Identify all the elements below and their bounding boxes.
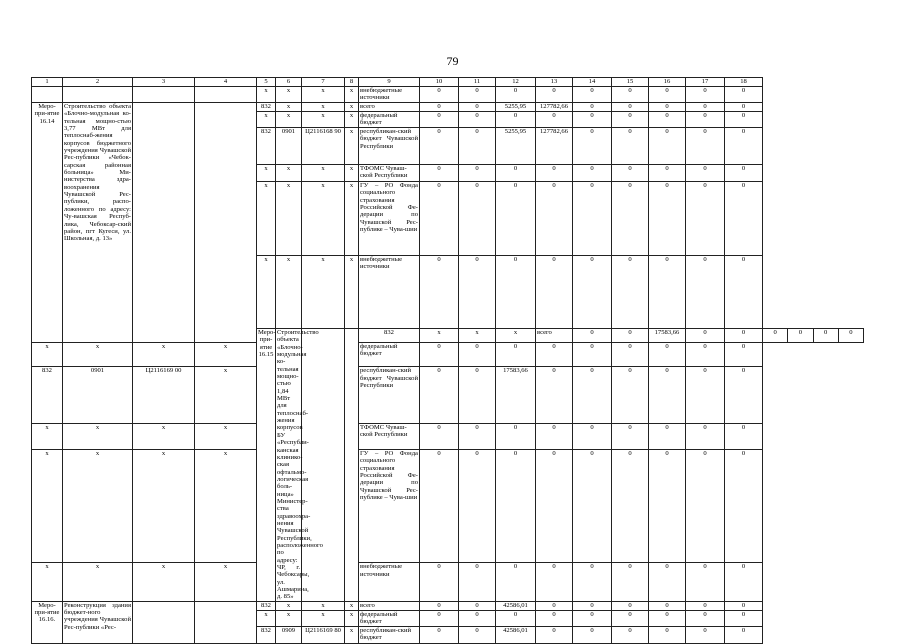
value-cell: 0 (420, 450, 459, 563)
value-cell: 0 (573, 626, 612, 643)
value-cell: 0 (536, 342, 573, 367)
blank-cell (133, 87, 195, 103)
csr-cell: Ц2116169 80 (302, 626, 345, 643)
csr-cell: x (133, 342, 195, 367)
value-cell: 0 (420, 128, 459, 165)
rzpr-cell: x (63, 563, 133, 601)
table-row (32, 367, 864, 424)
rzpr-cell: x (276, 112, 302, 128)
col-header: 9 (359, 78, 420, 87)
value-cell: 0 (725, 112, 763, 128)
source-cell: ТФОМС Чуваш-ской Республики (359, 165, 420, 182)
value-cell: 0 (686, 112, 725, 128)
value-cell: 0 (459, 128, 496, 165)
source-cell: ГУ – РО Фонда социального страхования Российской Фе-дерации по Чувашской Рес-публике – Чува-шии (359, 450, 420, 563)
value-cell: 0 (612, 450, 649, 563)
value-cell: 0 (725, 601, 763, 610)
value-cell: 0 (612, 87, 649, 103)
value-cell: 0 (573, 103, 612, 112)
grbs-cell: x (32, 450, 63, 563)
value-cell: 0 (459, 601, 496, 610)
rzpr-cell: 0901 (276, 128, 302, 165)
csr-cell: x (302, 610, 345, 626)
value-cell: 0 (649, 367, 686, 424)
value-cell: 0 (612, 367, 649, 424)
rzpr-cell: x (276, 182, 302, 256)
rzpr-cell: 0909 (276, 626, 302, 643)
value-cell: 0 (725, 423, 763, 449)
value-cell: 0 (725, 610, 763, 626)
value-cell: 0 (612, 112, 649, 128)
vr-cell: x (195, 563, 257, 601)
col-header: 13 (536, 78, 573, 87)
rzpr-cell: x (276, 601, 302, 610)
value-cell: 42586,01 (496, 626, 536, 643)
value-cell: 0 (649, 165, 686, 182)
col-header: 7 (302, 78, 345, 87)
source-cell: ТФОМС Чуваш-ской Республики (359, 423, 420, 449)
value-cell: 0 (420, 423, 459, 449)
grbs-cell: 832 (257, 103, 276, 112)
value-cell: 0 (459, 256, 496, 329)
col-header: 2 (63, 78, 133, 87)
rzpr-cell: x (63, 342, 133, 367)
grbs-cell: x (257, 610, 276, 626)
value-cell: 0 (573, 610, 612, 626)
value-cell: 0 (573, 342, 612, 367)
vr-cell: x (195, 342, 257, 367)
value-cell: 0 (686, 450, 725, 563)
event-label: Меро-при-ятие 16.14 (32, 103, 63, 343)
value-cell: 0 (686, 342, 725, 367)
value-cell: 0 (686, 563, 725, 601)
value-cell: 0 (612, 342, 649, 367)
blank-cell (63, 87, 133, 103)
source-cell: внебюджетные источники (359, 87, 420, 103)
value-cell: 0 (420, 342, 459, 367)
value-cell: 0 (420, 601, 459, 610)
value-cell: 0 (612, 329, 649, 343)
value-cell: 0 (496, 342, 536, 367)
value-cell: 0 (612, 165, 649, 182)
value-cell: 0 (420, 87, 459, 103)
grbs-cell: x (257, 112, 276, 128)
rzpr-cell: x (276, 103, 302, 112)
value-cell: 0 (649, 256, 686, 329)
value-cell: 127782,66 (536, 103, 573, 112)
value-cell: 0 (459, 450, 496, 563)
vr-cell: x (345, 610, 359, 626)
event-name: Строительство объекта «Блочно-модульная ко-тельная мощно-стью 3,77 МВт для теплоснаб-жения корпусов бюджетного учреждения Чувашской Рес-публики «Чебок-сарская районная больница» Ми-нистерства здра-воохранения Чувашской Рес-публики, распо-ложенного по адресу: Чу-вашская Респуб-лика, Чебоксар-ский район, пгт Кугеси, ул. Школьная, д. 13» (63, 103, 133, 343)
col-header: 14 (573, 78, 612, 87)
value-cell: 0 (686, 256, 725, 329)
value-cell: 0 (649, 112, 686, 128)
value-cell: 0 (649, 563, 686, 601)
vr-cell: x (195, 423, 257, 449)
value-cell: 0 (725, 128, 763, 165)
page-number: 79 (446, 54, 459, 68)
csr-cell: x (302, 601, 345, 610)
value-cell: 0 (725, 87, 763, 103)
blank-cell (345, 329, 359, 602)
grbs-cell: 832 (257, 626, 276, 643)
col-header: 18 (725, 78, 763, 87)
vr-cell: x (345, 112, 359, 128)
value-cell: 0 (612, 423, 649, 449)
value-cell: 0 (686, 329, 725, 343)
source-cell: республикан-ский бюджет Чувашской Республики (359, 367, 420, 424)
grbs-cell: 832 (257, 601, 276, 610)
value-cell: 0 (725, 165, 763, 182)
grbs-cell: x (257, 256, 276, 329)
grbs-cell: x (32, 342, 63, 367)
vr-cell: x (195, 367, 257, 424)
value-cell: 0 (536, 87, 573, 103)
value-cell: 0 (496, 563, 536, 601)
blank-cell (32, 87, 63, 103)
value-cell: 0 (725, 342, 763, 367)
value-cell: 0 (573, 128, 612, 165)
grbs-cell: 832 (359, 329, 420, 343)
value-cell: 0 (573, 112, 612, 128)
table-row (32, 103, 864, 112)
value-cell: 0 (649, 87, 686, 103)
value-cell: 0 (420, 367, 459, 424)
col-header: 8 (345, 78, 359, 87)
vr-cell: x (345, 626, 359, 643)
table-row (32, 87, 864, 103)
value-cell: 0 (459, 423, 496, 449)
budget-table (31, 77, 864, 644)
col-header: 11 (459, 78, 496, 87)
value-cell: 0 (536, 182, 573, 256)
csr-cell: x (459, 329, 496, 343)
grbs-cell: x (32, 423, 63, 449)
value-cell: 0 (788, 329, 813, 343)
col-header: 12 (496, 78, 536, 87)
blank-cell (195, 103, 257, 343)
col-header: 1 (32, 78, 63, 87)
value-cell: 0 (459, 367, 496, 424)
value-cell: 0 (536, 423, 573, 449)
value-cell: 0 (649, 103, 686, 112)
rzpr-cell: 0901 (63, 367, 133, 424)
value-cell: 0 (459, 563, 496, 601)
value-cell: 0 (536, 563, 573, 601)
value-cell: 0 (686, 610, 725, 626)
grbs-cell: x (257, 87, 276, 103)
value-cell: 0 (612, 563, 649, 601)
value-cell: 0 (573, 329, 612, 343)
value-cell: 0 (649, 342, 686, 367)
csr-cell: Ц2116169 00 (133, 367, 195, 424)
value-cell: 0 (573, 87, 612, 103)
csr-cell: x (302, 182, 345, 256)
value-cell: 0 (536, 112, 573, 128)
value-cell: 0 (496, 112, 536, 128)
col-header: 3 (133, 78, 195, 87)
value-cell: 0 (686, 128, 725, 165)
vr-cell: x (496, 329, 536, 343)
vr-cell: x (345, 128, 359, 165)
grbs-cell: 832 (32, 367, 63, 424)
value-cell: 0 (536, 165, 573, 182)
value-cell: 0 (536, 450, 573, 563)
value-cell: 0 (536, 601, 573, 610)
value-cell: 0 (725, 103, 763, 112)
col-header: 6 (276, 78, 302, 87)
value-cell: 0 (573, 165, 612, 182)
blank-cell (133, 103, 195, 343)
value-cell: 0 (536, 626, 573, 643)
value-cell: 0 (612, 610, 649, 626)
value-cell: 0 (573, 450, 612, 563)
value-cell: 0 (649, 423, 686, 449)
value-cell: 0 (496, 610, 536, 626)
value-cell: 0 (573, 601, 612, 610)
col-header: 10 (420, 78, 459, 87)
value-cell: 0 (686, 601, 725, 610)
vr-cell: x (345, 256, 359, 329)
grbs-cell: 832 (257, 128, 276, 165)
value-cell: 0 (612, 626, 649, 643)
source-cell: ГУ – РО Фонда социального страхования Российской Фе-дерации по Чувашской Рес-публике – Чува-шии (359, 182, 420, 256)
vr-cell: x (345, 165, 359, 182)
grbs-cell: x (257, 182, 276, 256)
value-cell: 0 (420, 256, 459, 329)
csr-cell: x (302, 87, 345, 103)
source-cell: всего (536, 329, 573, 343)
value-cell: 0 (725, 256, 763, 329)
value-cell: 0 (459, 103, 496, 112)
value-cell: 42586,01 (496, 601, 536, 610)
value-cell: 0 (649, 601, 686, 610)
value-cell: 0 (763, 329, 788, 343)
col-header: 16 (649, 78, 686, 87)
value-cell: 0 (459, 165, 496, 182)
value-cell: 5255,95 (496, 103, 536, 112)
value-cell: 0 (536, 367, 573, 424)
source-cell: внебюджетные источники (359, 256, 420, 329)
grbs-cell: x (257, 165, 276, 182)
event-label: Меро-при-ятие 16.16. (32, 601, 63, 643)
blank-cell (195, 601, 257, 643)
value-cell: 0 (649, 450, 686, 563)
vr-cell: x (195, 450, 257, 563)
csr-cell: x (133, 563, 195, 601)
value-cell: 0 (536, 256, 573, 329)
value-cell: 0 (649, 128, 686, 165)
rzpr-cell: x (276, 610, 302, 626)
value-cell: 0 (725, 182, 763, 256)
value-cell: 0 (496, 182, 536, 256)
value-cell: 0 (496, 423, 536, 449)
value-cell: 0 (420, 165, 459, 182)
value-cell: 0 (459, 626, 496, 643)
event-name: Строительство объекта «Блочно-модульная ко-тельная мощно-стью 1,84 МВт для теплоснаб-жения корпусов БУ «Республи-канская клинико-ская офтальмо-логическая боль-ница» Министер-ства здравоохра-нения Чувашской Республики, расположенного по адресу: ЧР, г. Чебоксары, ул. Ашмарина, д. 85» (277, 329, 323, 601)
value-cell: 0 (686, 165, 725, 182)
table-row (32, 563, 864, 601)
value-cell: 0 (612, 128, 649, 165)
event-name: Реконструкция здания бюджет-ного учреждения Чувашской Рес-публики «Рес- (63, 601, 133, 643)
value-cell: 0 (459, 182, 496, 256)
value-cell: 127782,66 (536, 128, 573, 165)
blank-cell (302, 329, 345, 602)
rzpr-cell: x (63, 450, 133, 563)
blank-cell (133, 601, 195, 643)
value-cell: 0 (686, 103, 725, 112)
value-cell: 0 (686, 423, 725, 449)
value-cell: 0 (612, 182, 649, 256)
value-cell: 0 (686, 367, 725, 424)
source-cell: всего (359, 601, 420, 610)
value-cell: 0 (725, 563, 763, 601)
rzpr-cell: x (276, 256, 302, 329)
value-cell: 0 (573, 182, 612, 256)
value-cell: 0 (686, 626, 725, 643)
value-cell: 0 (573, 423, 612, 449)
value-cell: 0 (459, 610, 496, 626)
source-cell: федеральный бюджет (359, 342, 420, 367)
table-row (32, 450, 864, 563)
rzpr-cell: x (63, 423, 133, 449)
source-cell: всего (359, 103, 420, 112)
value-cell: 0 (725, 450, 763, 563)
value-cell: 0 (838, 329, 863, 343)
value-cell: 5255,95 (496, 128, 536, 165)
value-cell: 0 (612, 601, 649, 610)
value-cell: 0 (649, 626, 686, 643)
value-cell: 0 (612, 103, 649, 112)
source-cell: федеральный бюджет (359, 610, 420, 626)
value-cell: 0 (496, 87, 536, 103)
value-cell: 0 (573, 563, 612, 601)
value-cell: 0 (725, 626, 763, 643)
value-cell: 0 (686, 87, 725, 103)
csr-cell: x (302, 112, 345, 128)
value-cell: 0 (420, 112, 459, 128)
grbs-cell: x (32, 563, 63, 601)
col-header: 17 (686, 78, 725, 87)
value-cell: 0 (686, 182, 725, 256)
value-cell: 0 (420, 610, 459, 626)
value-cell: 0 (420, 103, 459, 112)
source-cell: республикан-ский бюджет (359, 626, 420, 643)
blank-cell (195, 87, 257, 103)
vr-cell: x (345, 601, 359, 610)
value-cell: 0 (612, 256, 649, 329)
value-cell: 0 (536, 610, 573, 626)
col-header: 5 (257, 78, 276, 87)
value-cell: 0 (459, 342, 496, 367)
value-cell: 0 (813, 329, 838, 343)
value-cell: 0 (725, 329, 763, 343)
vr-cell: x (345, 182, 359, 256)
rzpr-cell: x (276, 165, 302, 182)
csr-cell: x (133, 423, 195, 449)
csr-cell: Ц2116168 90 (302, 128, 345, 165)
value-cell: 0 (649, 182, 686, 256)
vr-cell: x (345, 87, 359, 103)
value-cell: 0 (573, 367, 612, 424)
event-label: Меро-при-ятие 16.15 (257, 329, 276, 602)
value-cell: 0 (496, 256, 536, 329)
value-cell: 0 (420, 563, 459, 601)
table-row (32, 423, 864, 449)
header-row (32, 78, 864, 87)
rzpr-cell: x (276, 87, 302, 103)
table-row (32, 601, 864, 610)
vr-cell: x (345, 103, 359, 112)
value-cell: 0 (459, 112, 496, 128)
value-cell: 0 (649, 610, 686, 626)
csr-cell: x (302, 256, 345, 329)
table-row (32, 342, 864, 367)
value-cell: 0 (420, 182, 459, 256)
value-cell: 0 (496, 165, 536, 182)
source-cell: республикан-ский бюджет Чувашской Республики (359, 128, 420, 165)
rzpr-cell: x (420, 329, 459, 343)
value-cell: 0 (573, 256, 612, 329)
csr-cell: x (302, 103, 345, 112)
value-cell: 0 (496, 450, 536, 563)
value-cell: 0 (725, 367, 763, 424)
col-header: 15 (612, 78, 649, 87)
value-cell: 0 (420, 626, 459, 643)
csr-cell: x (302, 165, 345, 182)
source-cell: федеральный бюджет (359, 112, 420, 128)
source-cell: внебюджетные источники (359, 563, 420, 601)
csr-cell: x (133, 450, 195, 563)
value-cell: 0 (459, 87, 496, 103)
value-cell: 17583,66 (496, 367, 536, 424)
col-header: 4 (195, 78, 257, 87)
value-cell: 17583,66 (649, 329, 686, 343)
